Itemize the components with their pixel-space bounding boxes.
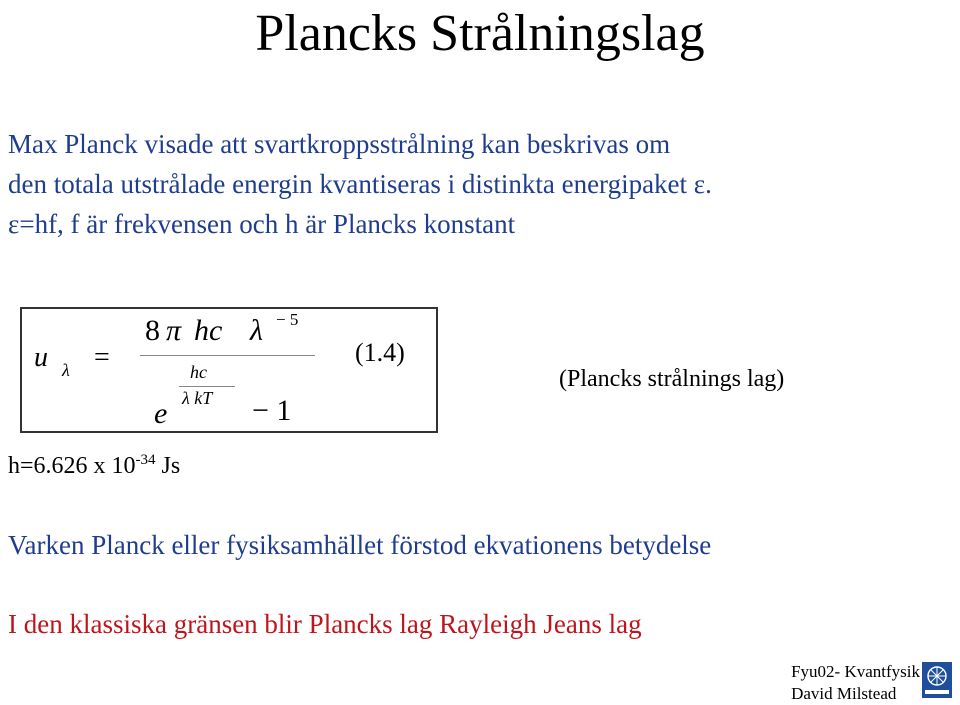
numerator-pi: π	[166, 314, 182, 347]
equation-name: (Plancks strålnings lag)	[559, 366, 785, 392]
intro-line: den totala utstrålade energin kvantiseras i distinkta energipaket ε.	[8, 169, 712, 199]
footer-course: Fyu02- Kvantfysik	[791, 662, 920, 681]
planck-constant-value: h=6.626 x $10^{-34}$ Js	[8, 452, 181, 479]
lambda-exponent: − 5	[276, 310, 299, 329]
exponent-hc: hc	[190, 362, 207, 382]
exponent-lambda-kt: λ kT	[182, 388, 213, 408]
denominator-minus-one: − 1	[252, 394, 292, 427]
numerator-eight: 8	[145, 314, 160, 347]
statement-significance: Varken Planck eller fysiksamhället förstod ekvationens betydelse	[8, 530, 712, 560]
slide-title: Plancks Strålningslag	[255, 5, 705, 62]
intro-line: Max Planck visade att svartkroppsstrålning kan beskrivas om	[8, 129, 671, 159]
equation-number: (1.4)	[355, 338, 405, 367]
numerator-lambda: λ	[250, 314, 263, 347]
lambda-subscript: λ	[62, 360, 70, 380]
footer-author: David Milstead	[791, 684, 897, 703]
equals-sign: =	[94, 342, 110, 373]
fysikum-logo-icon	[922, 662, 952, 698]
denominator-e: e	[154, 397, 168, 430]
footer-credit	[791, 661, 920, 705]
energy-density-symbol: u	[34, 342, 48, 373]
planck-equation-box	[20, 307, 438, 433]
numerator-hc: hc	[194, 314, 223, 347]
intro-paragraph	[8, 124, 712, 244]
exponent-fraction-bar	[179, 386, 235, 387]
main-fraction-bar	[140, 355, 315, 356]
intro-line: ε=hf, f är frekvensen och h är Plancks konstant	[8, 209, 516, 239]
statement-classical-limit: I den klassiska gränsen blir Plancks lag Rayleigh Jeans lag	[8, 609, 642, 639]
